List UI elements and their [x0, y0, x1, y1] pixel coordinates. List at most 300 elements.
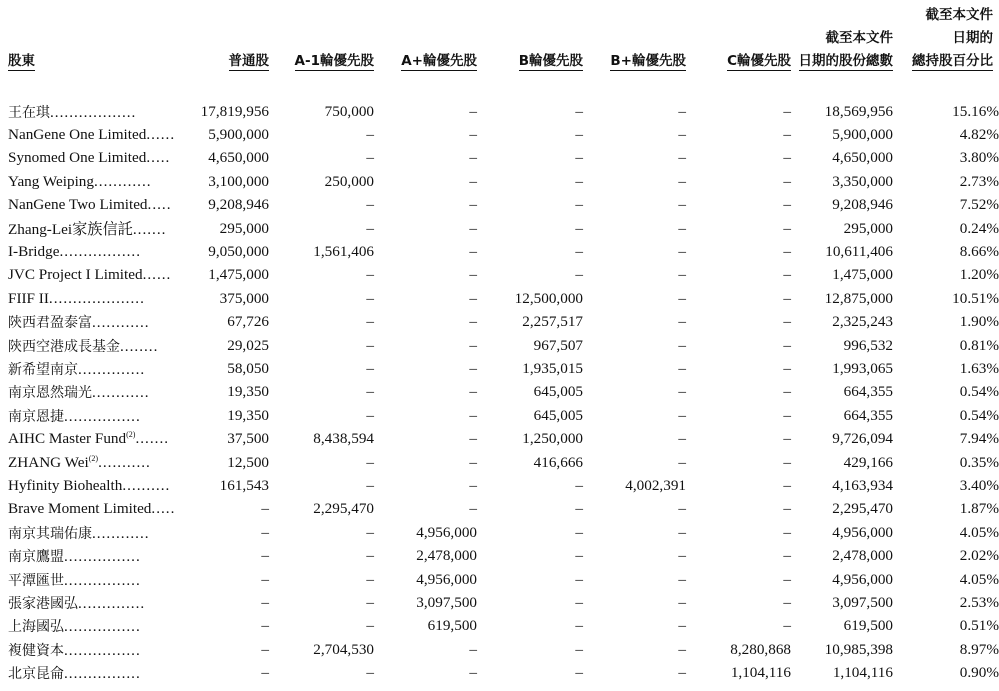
cell-bplus: –: [678, 196, 686, 214]
shareholder-name: 平潭匯世: [8, 572, 64, 589]
cell-total: 12,875,000: [824, 289, 893, 307]
cell-c: –: [783, 476, 791, 494]
cell-b: –: [575, 476, 583, 494]
cell-aplus: –: [469, 640, 477, 658]
cell-a1: –: [366, 570, 374, 588]
cell-b: –: [575, 219, 583, 237]
shareholder-name: 王在琪: [8, 104, 50, 121]
shareholder-name: 張家港國弘: [8, 595, 78, 612]
cell-pct: 2.53%: [959, 593, 999, 611]
cell-ord: 12,500: [227, 453, 269, 471]
cell-b: 12,500,000: [514, 289, 583, 307]
shareholder-name: 南京恩捷: [8, 408, 64, 425]
cell-a1: 2,704,530: [313, 640, 374, 658]
table-row: [8, 100, 999, 123]
cell-total: 295,000: [843, 219, 893, 237]
shareholder-name: Hyfinity Biohealth: [8, 476, 123, 494]
shareholder-name: 新希望南京: [8, 361, 78, 378]
cell-c: –: [783, 359, 791, 377]
cell-bplus: –: [678, 570, 686, 588]
cell-aplus: –: [469, 219, 477, 237]
header-bplus: [583, 50, 686, 73]
cell-bplus: –: [678, 500, 686, 518]
cell-ord: –: [261, 593, 269, 611]
cell-b: –: [575, 172, 583, 190]
cell-ord: 375,000: [219, 289, 269, 307]
cell-c: –: [783, 149, 791, 167]
shareholder-name: Zhang-Lei家族信託: [8, 221, 133, 239]
shareholder-name: 北京昆侖: [8, 666, 64, 683]
cell-total: 664,355: [843, 406, 893, 424]
cell-aplus: –: [469, 383, 477, 401]
cell-aplus: –: [469, 149, 477, 167]
cell-aplus: –: [469, 430, 477, 448]
cell-ord: 5,900,000: [208, 126, 269, 144]
cell-bplus: –: [678, 219, 686, 237]
table-row: [8, 451, 999, 474]
cell-pct: 0.54%: [959, 406, 999, 424]
cell-b: –: [575, 102, 583, 120]
cell-aplus: –: [469, 359, 477, 377]
cell-ord: 19,350: [227, 383, 269, 401]
cell-pct: 8.66%: [959, 243, 999, 261]
cell-pct: 4.82%: [959, 126, 999, 144]
cell-pct: 1.90%: [959, 313, 999, 331]
cell-total: 3,097,500: [832, 593, 893, 611]
cell-a1: 2,295,470: [313, 500, 374, 518]
leader-dots: ..........: [122, 476, 171, 494]
cell-total: 2,478,000: [832, 547, 893, 565]
leader-dots: ............: [92, 384, 150, 402]
cell-pct: 7.94%: [959, 430, 999, 448]
cell-bplus: –: [678, 266, 686, 284]
shareholder-cell: [8, 381, 188, 404]
shareholder-name: JVC Project I Limited: [8, 266, 143, 284]
table-row: [8, 311, 999, 334]
shareholder-cell: [8, 638, 188, 661]
cell-ord: 1,475,000: [208, 266, 269, 284]
table-row: [8, 615, 999, 638]
cell-c: –: [783, 383, 791, 401]
cell-bplus: 4,002,391: [625, 476, 686, 494]
cell-a1: –: [366, 359, 374, 377]
shareholder-name: 複健資本: [8, 642, 64, 659]
cell-total: 429,166: [843, 453, 893, 471]
cell-b: 645,005: [533, 406, 583, 424]
cell-total: 996,532: [843, 336, 893, 354]
cell-b: –: [575, 547, 583, 565]
shareholder-name: 陝西君盈泰富: [8, 315, 92, 332]
cell-aplus: 3,097,500: [416, 593, 477, 611]
cell-ord: –: [261, 617, 269, 635]
cell-a1: –: [366, 523, 374, 541]
cell-pct: 0.51%: [959, 617, 999, 635]
shareholder-cell: [8, 240, 188, 263]
table-row: [8, 638, 999, 661]
cell-pct: 0.24%: [959, 219, 999, 237]
cell-c: –: [783, 289, 791, 307]
cell-pct: 0.81%: [959, 336, 999, 354]
cell-pct: 4.05%: [959, 523, 999, 541]
shareholder-cell: [8, 474, 188, 497]
cell-total: 2,295,470: [832, 500, 893, 518]
cell-c: –: [783, 102, 791, 120]
leader-dots: .....: [146, 149, 171, 167]
cell-b: –: [575, 126, 583, 144]
cell-aplus: –: [469, 664, 477, 682]
leader-dots: ............: [92, 314, 150, 332]
cell-a1: –: [366, 196, 374, 214]
cell-pct: 4.05%: [959, 570, 999, 588]
cell-c: –: [783, 336, 791, 354]
cell-total: 9,726,094: [832, 430, 893, 448]
table-row: [8, 357, 999, 380]
cell-pct: 10.51%: [952, 289, 999, 307]
cell-total: 3,350,000: [832, 172, 893, 190]
cell-total: 4,956,000: [832, 523, 893, 541]
table-row: [8, 194, 999, 217]
leader-dots: .....: [151, 500, 176, 518]
cell-total: 10,611,406: [825, 243, 893, 261]
shareholder-name: FIIF II: [8, 289, 49, 307]
shareholder-name: 陝西空港成長基金: [8, 338, 120, 355]
cell-b: –: [575, 149, 583, 167]
leader-dots: ................: [64, 571, 141, 589]
shareholder-cell: [8, 568, 188, 591]
cell-c: –: [783, 430, 791, 448]
header-shareholder: [8, 50, 35, 73]
cell-c: –: [783, 313, 791, 331]
cell-aplus: –: [469, 313, 477, 331]
footnote-marker: (2): [126, 430, 136, 440]
cell-aplus: –: [469, 126, 477, 144]
cell-b: –: [575, 664, 583, 682]
cell-bplus: –: [678, 453, 686, 471]
shareholder-cell: [8, 194, 188, 217]
cell-total: 10,985,398: [824, 640, 893, 658]
cell-c: –: [783, 617, 791, 635]
shareholder-cell: [8, 404, 188, 427]
cell-bplus: –: [678, 547, 686, 565]
leader-dots: ....................: [48, 289, 145, 307]
cell-a1: –: [366, 617, 374, 635]
cell-aplus: –: [469, 336, 477, 354]
shareholder-cell: [8, 661, 188, 684]
cell-bplus: –: [678, 289, 686, 307]
cell-pct: 7.52%: [959, 196, 999, 214]
cell-b: 2,257,517: [522, 313, 583, 331]
cell-aplus: –: [469, 453, 477, 471]
table-row: [8, 217, 999, 240]
cell-bplus: –: [678, 383, 686, 401]
cell-c: –: [783, 266, 791, 284]
header-pct-line1: 截至本文件: [925, 7, 993, 23]
shareholder-cell: [8, 357, 188, 380]
leader-dots: ........: [120, 337, 159, 355]
table-row: [8, 498, 999, 521]
cell-ord: –: [261, 547, 269, 565]
shareholder-cell: [8, 451, 188, 474]
cell-bplus: –: [678, 313, 686, 331]
shareholder-cell: [8, 498, 188, 521]
table-row: [8, 170, 999, 193]
cell-total: 1,104,116: [832, 664, 893, 682]
cell-aplus: –: [469, 172, 477, 190]
cell-b: 967,507: [533, 336, 583, 354]
cell-a1: –: [366, 476, 374, 494]
header-total-line2: 日期的股份總數: [798, 53, 893, 69]
cell-c: –: [783, 196, 791, 214]
table-row: [8, 521, 999, 544]
cell-b: –: [575, 196, 583, 214]
leader-dots: ................: [64, 618, 141, 636]
cell-total: 4,163,934: [832, 476, 893, 494]
shareholder-name: AIHC Master Fund: [8, 430, 127, 448]
cell-aplus: –: [469, 196, 477, 214]
cell-b: –: [575, 593, 583, 611]
leader-dots: ......: [146, 126, 176, 144]
shareholder-name: 南京其瑞佑康: [8, 525, 92, 542]
cell-b: –: [575, 500, 583, 518]
cell-bplus: –: [678, 359, 686, 377]
cell-c: 8,280,868: [730, 640, 791, 658]
cell-c: –: [783, 243, 791, 261]
cell-pct: 3.80%: [959, 149, 999, 167]
cell-pct: 1.87%: [959, 500, 999, 518]
shareholder-cell: [8, 311, 188, 334]
cell-a1: –: [366, 126, 374, 144]
table-row: [8, 568, 999, 591]
cell-a1: –: [366, 149, 374, 167]
cell-aplus: –: [469, 102, 477, 120]
leader-dots: ................: [64, 548, 141, 566]
leader-dots: .......: [135, 430, 170, 448]
cell-b: –: [575, 266, 583, 284]
shareholder-cell: [8, 217, 188, 240]
shareholder-name: 南京鷹盟: [8, 549, 64, 566]
header-ordinary: [188, 50, 269, 73]
cell-aplus: –: [469, 243, 477, 261]
leader-dots: ...........: [98, 453, 151, 471]
cell-c: –: [783, 406, 791, 424]
cell-ord: –: [261, 523, 269, 541]
leader-dots: ..................: [50, 103, 137, 121]
leader-dots: ............: [92, 524, 150, 542]
cell-c: –: [783, 172, 791, 190]
cell-bplus: –: [678, 172, 686, 190]
cell-pct: 2.73%: [959, 172, 999, 190]
table-row: [8, 591, 999, 614]
cell-pct: 3.40%: [959, 476, 999, 494]
cell-total: 4,650,000: [832, 149, 893, 167]
cell-total: 18,569,956: [824, 102, 893, 120]
shareholder-name: 南京恩然瑞光: [8, 385, 92, 402]
header-pct-line3: 總持股百分比: [912, 53, 993, 69]
cell-bplus: –: [678, 149, 686, 167]
cell-c: –: [783, 126, 791, 144]
cell-ord: 29,025: [227, 336, 269, 354]
shareholder-cell: [8, 123, 188, 146]
cell-pct: 0.35%: [959, 453, 999, 471]
cell-aplus: 619,500: [427, 617, 477, 635]
cell-total: 2,325,243: [832, 313, 893, 331]
table-row: [8, 264, 999, 287]
table-row: [8, 544, 999, 567]
cell-a1: –: [366, 547, 374, 565]
header-pct: [893, 4, 993, 73]
table-row: [8, 147, 999, 170]
cell-a1: 8,438,594: [313, 430, 374, 448]
cell-total: 1,475,000: [832, 266, 893, 284]
shareholding-table: [8, 100, 999, 685]
shareholder-name: NanGene Two Limited: [8, 196, 148, 214]
leader-dots: ................: [64, 407, 141, 425]
shareholder-cell: [8, 100, 188, 123]
shareholder-cell: [8, 544, 188, 567]
cell-a1: –: [366, 383, 374, 401]
cell-ord: –: [261, 664, 269, 682]
cell-a1: –: [366, 266, 374, 284]
cell-aplus: –: [469, 500, 477, 518]
header-shareholder-label: 股東: [8, 53, 35, 69]
cell-ord: 9,208,946: [208, 196, 269, 214]
cell-a1: 750,000: [324, 102, 374, 120]
shareholder-cell: [8, 334, 188, 357]
shareholder-name: Synomed One Limited: [8, 149, 147, 167]
cell-c: –: [783, 570, 791, 588]
cell-a1: –: [366, 313, 374, 331]
cell-pct: 2.02%: [959, 547, 999, 565]
table-row: [8, 661, 999, 684]
table-row: [8, 381, 999, 404]
cell-b: 1,250,000: [522, 430, 583, 448]
cell-c: –: [783, 547, 791, 565]
cell-bplus: –: [678, 523, 686, 541]
cell-bplus: –: [678, 102, 686, 120]
cell-aplus: –: [469, 406, 477, 424]
shareholder-name: 上海國弘: [8, 619, 64, 636]
cell-a1: –: [366, 336, 374, 354]
cell-bplus: –: [678, 126, 686, 144]
cell-pct: 1.63%: [959, 359, 999, 377]
header-c: [686, 50, 791, 73]
table-row: [8, 334, 999, 357]
cell-total: 4,956,000: [832, 570, 893, 588]
shareholder-name: NanGene One Limited: [8, 126, 147, 144]
leader-dots: ..............: [78, 360, 146, 378]
header-c-label: C輪優先股: [727, 53, 791, 69]
cell-a1: –: [366, 219, 374, 237]
cell-c: 1,104,116: [730, 664, 791, 682]
cell-pct: 1.20%: [959, 266, 999, 284]
cell-ord: –: [261, 640, 269, 658]
footnote-marker: (2): [88, 453, 99, 463]
leader-dots: .....: [147, 196, 172, 214]
cell-aplus: 2,478,000: [416, 547, 477, 565]
cell-ord: 67,726: [227, 313, 269, 331]
leader-dots: ..............: [78, 594, 146, 612]
cell-c: –: [783, 523, 791, 541]
cell-total: 5,900,000: [832, 126, 893, 144]
cell-aplus: –: [469, 289, 477, 307]
shareholder-cell: [8, 264, 188, 287]
cell-b: –: [575, 617, 583, 635]
leader-dots: ................: [64, 641, 141, 659]
cell-ord: 17,819,956: [200, 102, 269, 120]
cell-aplus: 4,956,000: [416, 523, 477, 541]
table-row: [8, 404, 999, 427]
cell-bplus: –: [678, 243, 686, 261]
leader-dots: .......: [132, 221, 167, 239]
cell-ord: 295,000: [219, 219, 269, 237]
header-total: [791, 27, 893, 73]
cell-bplus: –: [678, 640, 686, 658]
header-b: [477, 50, 583, 73]
table-row: [8, 474, 999, 497]
cell-b: –: [575, 570, 583, 588]
header-a1: [269, 50, 374, 73]
cell-b: –: [575, 243, 583, 261]
leader-dots: ......: [142, 266, 172, 284]
cell-total: 9,208,946: [832, 196, 893, 214]
cell-bplus: –: [678, 617, 686, 635]
header-b-label: B輪優先股: [518, 53, 583, 69]
cell-aplus: 4,956,000: [416, 570, 477, 588]
header-total-line1: 截至本文件: [825, 30, 893, 46]
leader-dots: ............: [93, 172, 152, 190]
cell-ord: 9,050,000: [208, 243, 269, 261]
cell-ord: 37,500: [227, 430, 269, 448]
cell-bplus: –: [678, 406, 686, 424]
cell-ord: 3,100,000: [208, 172, 269, 190]
shareholder-cell: [8, 287, 188, 310]
cell-c: –: [783, 593, 791, 611]
shareholder-cell: [8, 591, 188, 614]
shareholder-name: I-Bridge: [8, 243, 60, 261]
cell-bplus: –: [678, 336, 686, 354]
cell-ord: –: [261, 500, 269, 518]
header-a1-label: A-1輪優先股: [294, 53, 374, 69]
shareholder-cell: [8, 615, 188, 638]
cell-bplus: –: [678, 430, 686, 448]
cell-total: 619,500: [843, 617, 893, 635]
shareholding-table-body: [8, 100, 999, 685]
header-aplus-label: A+輪優先股: [401, 53, 477, 69]
table-row: [8, 287, 999, 310]
table-row: [8, 123, 999, 146]
cell-c: –: [783, 453, 791, 471]
cell-ord: –: [261, 570, 269, 588]
cell-a1: –: [366, 406, 374, 424]
cell-a1: –: [366, 453, 374, 471]
cell-b: 645,005: [533, 383, 583, 401]
table-row: [8, 427, 999, 450]
header-bplus-label: B+輪優先股: [610, 53, 686, 69]
cell-ord: 58,050: [227, 359, 269, 377]
cell-a1: –: [366, 289, 374, 307]
cell-aplus: –: [469, 266, 477, 284]
cell-b: –: [575, 640, 583, 658]
shareholder-cell: [8, 170, 188, 193]
cell-b: 416,666: [533, 453, 583, 471]
cell-ord: 161,543: [219, 476, 269, 494]
leader-dots: ................: [64, 665, 141, 683]
cell-aplus: –: [469, 476, 477, 494]
cell-a1: –: [366, 593, 374, 611]
shareholder-name: Brave Moment Limited: [8, 500, 152, 518]
cell-pct: 0.90%: [959, 664, 999, 682]
table-row: [8, 240, 999, 263]
